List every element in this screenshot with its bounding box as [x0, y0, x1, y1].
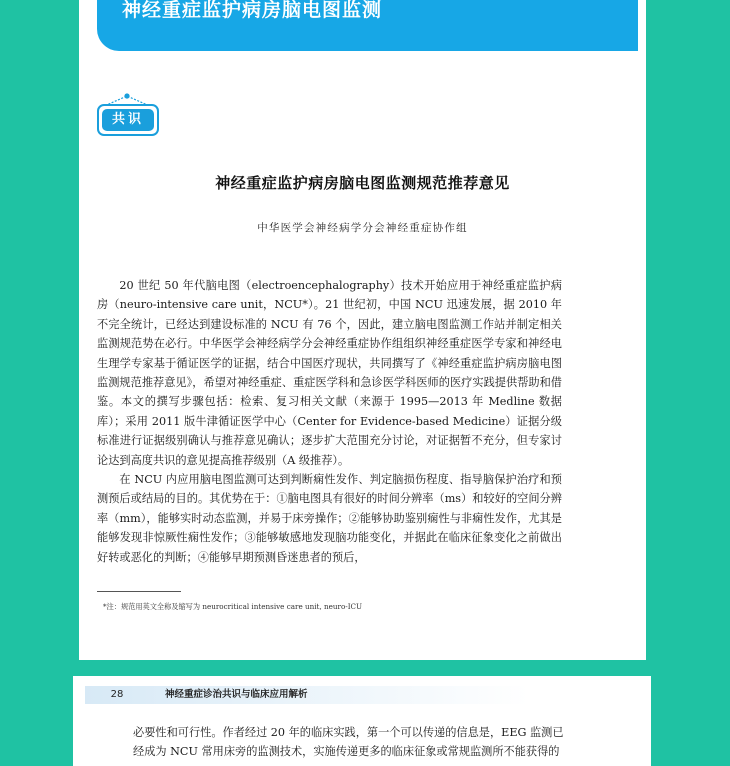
next-page-line-1: 必要性和可行性。作者经过 20 年的临床实践，第一个可以传递的信息是，EEG 监测已 — [133, 726, 564, 739]
page-header — [85, 686, 640, 704]
page-number: 28 — [110, 689, 124, 700]
badge-label: 共识 — [102, 109, 154, 131]
paragraph-1: 20 世纪 50 年代脑电图（electroencephalography）技术开始应用于神经重症监护病房（neuro-intensive care unit，NCU*）。21 世纪初，中国 NCU 迅速发展，据 2010 年不完全统计，已经达到建设标准的 NCU 有 76 个，因此，建立脑电图监测工作站并制定相关监测规范势在必行。中华医学会神经病学分会神经重症协作组组织神经重症医学专家和神经电生理学专家基于循证医学的证据，结合中国医疗现状，共同撰写了《神经重症监护病房脑电图监测规范推荐意见》，希望对神经重症、重症医学科和急诊医学科医师的医疗实践提供帮助和借鉴。本文的撰写步骤包括：检索、复习相关文献（来源于 1995—2013 年 Medline 数据库）；采用 2011 版牛津循证医学中心（Center for Evidence-based Medicine）证据分级标准进行证据级别确认与推荐意见确认；逐步扩大范围充分讨论，对证据暂不充分，但专家讨论达到高度共识的意见提高推荐级别（A 级推荐）。 — [97, 279, 562, 467]
next-page-body — [133, 723, 613, 762]
next-page-line-2: 经成为 NCU 常用床旁的监测技术，实施传递更多的临床征象或常规监测所不能获得的 — [133, 745, 560, 759]
running-title: 神经重症诊治共识与临床应用解析 — [165, 689, 308, 700]
article-authors: 中华医学会神经病学分会神经重症协作组 — [257, 222, 468, 234]
document-page — [79, 0, 646, 660]
paragraph-2: 在 NCU 内应用脑电图监测可达到判断痫性发作、判定脑损伤程度、指导脑保护治疗和预测预后或结局的目的。其优势在于：①脑电图具有很好的时间分辨率（ms）和较好的空间分辨率（mm），能够实时动态监测，并易于床旁操作；②能够协助鉴别痫性与非痫性发作，尤其是能够发现非惊厥性痫性发作；③能够敏感地发现脑功能变化，并据此在临床征象变化之前做出好转或恶化的判断；④能够早期预测昏迷患者的预后， — [97, 473, 562, 564]
footnote: *注：规范用英文全称及缩写为 neurocritical intensive care unit, neuro-ICU — [103, 602, 363, 611]
chapter-banner — [97, 0, 638, 51]
chapter-title: 神经重症监护病房脑电图监测 — [122, 0, 383, 20]
article-body — [97, 276, 562, 567]
consensus-badge — [96, 92, 158, 138]
footnote-divider — [97, 591, 181, 592]
article-title: 神经重症监护病房脑电图监测规范推荐意见 — [215, 174, 510, 192]
badge-frame — [97, 104, 159, 136]
next-page — [73, 676, 651, 766]
